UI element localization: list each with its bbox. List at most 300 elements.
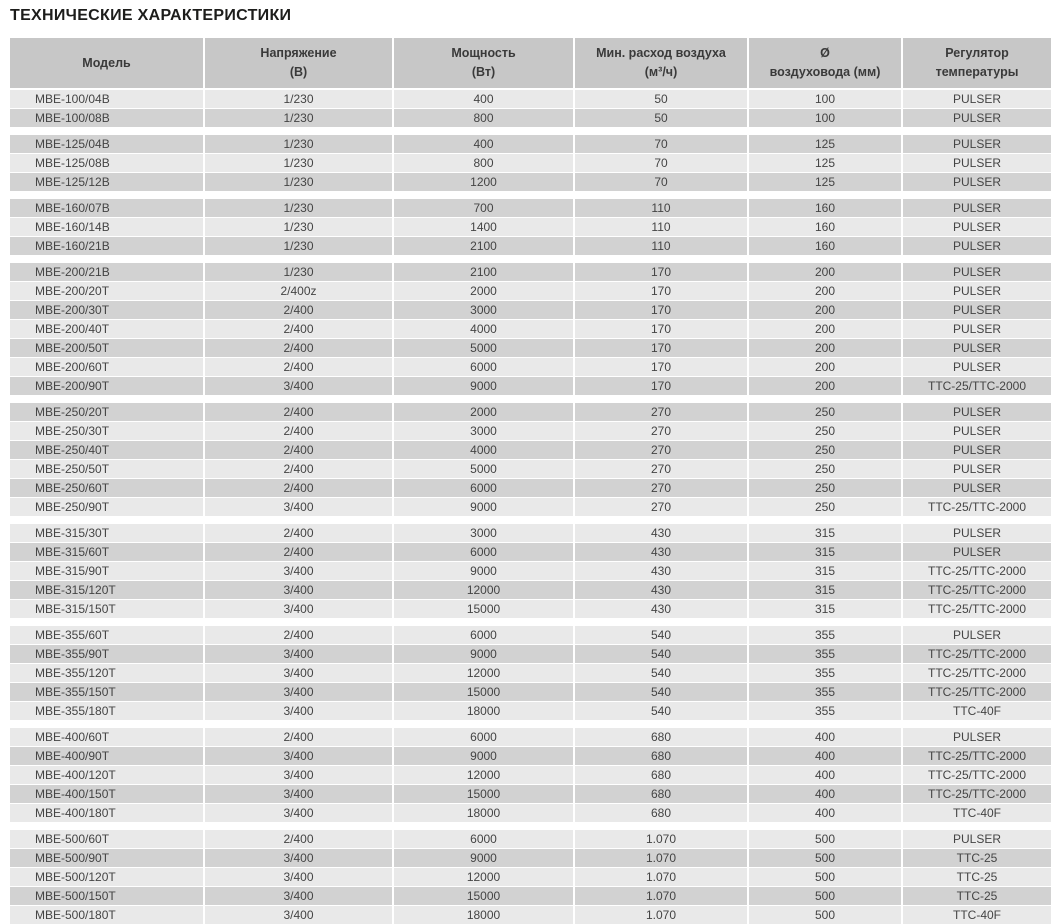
- table-row: [10, 358, 1051, 376]
- model-cell: MBE-200/30T: [10, 301, 203, 319]
- value-cell: 200: [749, 320, 901, 338]
- header-sublabel: воздуховода (мм): [769, 65, 881, 79]
- table-row: [10, 887, 1051, 905]
- header-cell-regulator: [903, 38, 1051, 88]
- value-cell: 400: [749, 747, 901, 765]
- value-cell: 125: [749, 154, 901, 172]
- row-group: [10, 626, 1051, 720]
- value-cell: 1/230: [205, 218, 392, 236]
- value-cell: 160: [749, 199, 901, 217]
- value-cell: TTC-25/TTC-2000: [903, 562, 1051, 580]
- value-cell: 12000: [394, 766, 573, 784]
- value-cell: 3/400: [205, 747, 392, 765]
- value-cell: 540: [575, 645, 747, 663]
- value-cell: 2000: [394, 403, 573, 421]
- value-cell: 800: [394, 154, 573, 172]
- table-row: [10, 600, 1051, 618]
- value-cell: TTC-25/TTC-2000: [903, 645, 1051, 663]
- header-label: Напряжение: [260, 46, 337, 61]
- value-cell: 3000: [394, 422, 573, 440]
- row-group: [10, 830, 1051, 924]
- value-cell: PULSER: [903, 173, 1051, 191]
- model-cell: MBE-200/50T: [10, 339, 203, 357]
- table-row: [10, 460, 1051, 478]
- value-cell: 2/400: [205, 441, 392, 459]
- value-cell: 125: [749, 173, 901, 191]
- value-cell: 3/400: [205, 906, 392, 924]
- value-cell: 680: [575, 766, 747, 784]
- value-cell: 12000: [394, 664, 573, 682]
- value-cell: 3000: [394, 301, 573, 319]
- row-group: [10, 199, 1051, 255]
- value-cell: 110: [575, 199, 747, 217]
- value-cell: 3/400: [205, 849, 392, 867]
- value-cell: 2100: [394, 263, 573, 281]
- value-cell: PULSER: [903, 135, 1051, 153]
- value-cell: 6000: [394, 358, 573, 376]
- value-cell: 500: [749, 830, 901, 848]
- value-cell: 400: [749, 804, 901, 822]
- value-cell: 9000: [394, 377, 573, 395]
- value-cell: PULSER: [903, 479, 1051, 497]
- model-cell: MBE-125/12B: [10, 173, 203, 191]
- header-cell-power: [394, 38, 573, 88]
- model-cell: MBE-200/60T: [10, 358, 203, 376]
- table-row: [10, 804, 1051, 822]
- value-cell: 315: [749, 600, 901, 618]
- model-cell: MBE-125/08B: [10, 154, 203, 172]
- model-cell: MBE-500/60T: [10, 830, 203, 848]
- value-cell: 2/400: [205, 320, 392, 338]
- value-cell: 355: [749, 683, 901, 701]
- value-cell: 270: [575, 498, 747, 516]
- value-cell: 1.070: [575, 906, 747, 924]
- value-cell: 1/230: [205, 263, 392, 281]
- value-cell: 18000: [394, 906, 573, 924]
- value-cell: TTC-25/TTC-2000: [903, 683, 1051, 701]
- table-row: [10, 562, 1051, 580]
- value-cell: 2/400: [205, 728, 392, 746]
- value-cell: 15000: [394, 887, 573, 905]
- value-cell: 2/400z: [205, 282, 392, 300]
- header-cell-model: [10, 38, 203, 88]
- value-cell: PULSER: [903, 199, 1051, 217]
- value-cell: 6000: [394, 479, 573, 497]
- value-cell: 18000: [394, 702, 573, 720]
- header-label: Модель: [82, 55, 131, 70]
- value-cell: PULSER: [903, 358, 1051, 376]
- header-label: Регулятор: [945, 46, 1009, 61]
- model-cell: MBE-315/60T: [10, 543, 203, 561]
- value-cell: 270: [575, 479, 747, 497]
- value-cell: 1.070: [575, 830, 747, 848]
- value-cell: PULSER: [903, 830, 1051, 848]
- value-cell: PULSER: [903, 301, 1051, 319]
- value-cell: PULSER: [903, 237, 1051, 255]
- value-cell: 15000: [394, 600, 573, 618]
- model-cell: MBE-355/120T: [10, 664, 203, 682]
- value-cell: 2/400: [205, 422, 392, 440]
- value-cell: 430: [575, 543, 747, 561]
- value-cell: PULSER: [903, 282, 1051, 300]
- table-row: [10, 785, 1051, 803]
- value-cell: 540: [575, 683, 747, 701]
- table-row: [10, 320, 1051, 338]
- value-cell: 1.070: [575, 887, 747, 905]
- value-cell: PULSER: [903, 626, 1051, 644]
- model-cell: MBE-400/90T: [10, 747, 203, 765]
- table-row: [10, 906, 1051, 924]
- table-row: [10, 109, 1051, 127]
- value-cell: 200: [749, 282, 901, 300]
- header-sublabel: (Вт): [471, 65, 496, 79]
- value-cell: 15000: [394, 785, 573, 803]
- value-cell: 3/400: [205, 702, 392, 720]
- value-cell: 2/400: [205, 358, 392, 376]
- value-cell: 6000: [394, 830, 573, 848]
- value-cell: 500: [749, 887, 901, 905]
- header-label: Ø: [820, 46, 830, 61]
- value-cell: 1/230: [205, 90, 392, 108]
- model-cell: MBE-250/60T: [10, 479, 203, 497]
- value-cell: 355: [749, 664, 901, 682]
- model-cell: MBE-200/90T: [10, 377, 203, 395]
- value-cell: 50: [575, 109, 747, 127]
- value-cell: PULSER: [903, 441, 1051, 459]
- model-cell: MBE-400/60T: [10, 728, 203, 746]
- value-cell: 430: [575, 562, 747, 580]
- table-row: [10, 90, 1051, 108]
- value-cell: 2/400: [205, 479, 392, 497]
- value-cell: 430: [575, 600, 747, 618]
- value-cell: 355: [749, 702, 901, 720]
- value-cell: 3/400: [205, 766, 392, 784]
- model-cell: MBE-100/08B: [10, 109, 203, 127]
- table-row: [10, 154, 1051, 172]
- header-label: Мин. расход воздуха: [596, 46, 726, 61]
- value-cell: 170: [575, 358, 747, 376]
- value-cell: 200: [749, 377, 901, 395]
- value-cell: PULSER: [903, 218, 1051, 236]
- value-cell: 110: [575, 237, 747, 255]
- value-cell: 2/400: [205, 543, 392, 561]
- value-cell: 700: [394, 199, 573, 217]
- value-cell: 200: [749, 358, 901, 376]
- value-cell: TTC-25/TTC-2000: [903, 581, 1051, 599]
- value-cell: PULSER: [903, 339, 1051, 357]
- model-cell: MBE-200/20T: [10, 282, 203, 300]
- row-group: [10, 90, 1051, 127]
- value-cell: 3/400: [205, 600, 392, 618]
- value-cell: PULSER: [903, 543, 1051, 561]
- value-cell: 2/400: [205, 301, 392, 319]
- value-cell: 1.070: [575, 849, 747, 867]
- value-cell: 430: [575, 524, 747, 542]
- table-row: [10, 377, 1051, 395]
- value-cell: 12000: [394, 868, 573, 886]
- model-cell: MBE-125/04B: [10, 135, 203, 153]
- value-cell: 680: [575, 728, 747, 746]
- value-cell: TTC-25/TTC-2000: [903, 766, 1051, 784]
- value-cell: PULSER: [903, 109, 1051, 127]
- value-cell: 170: [575, 377, 747, 395]
- value-cell: PULSER: [903, 154, 1051, 172]
- value-cell: 400: [394, 135, 573, 153]
- table-row: [10, 403, 1051, 421]
- value-cell: 3/400: [205, 562, 392, 580]
- model-cell: MBE-200/40T: [10, 320, 203, 338]
- value-cell: 1/230: [205, 199, 392, 217]
- value-cell: 315: [749, 524, 901, 542]
- value-cell: 70: [575, 154, 747, 172]
- header-sublabel: (м³/ч): [644, 65, 678, 79]
- model-cell: MBE-315/90T: [10, 562, 203, 580]
- value-cell: 1/230: [205, 154, 392, 172]
- header-sublabel: (В): [289, 65, 308, 79]
- model-cell: MBE-250/90T: [10, 498, 203, 516]
- spec-table: [10, 38, 1051, 924]
- row-group: [10, 135, 1051, 191]
- value-cell: PULSER: [903, 90, 1051, 108]
- table-row: [10, 626, 1051, 644]
- value-cell: 200: [749, 339, 901, 357]
- value-cell: 500: [749, 849, 901, 867]
- value-cell: TTC-25: [903, 887, 1051, 905]
- value-cell: 355: [749, 645, 901, 663]
- value-cell: 6000: [394, 728, 573, 746]
- table-row: [10, 543, 1051, 561]
- value-cell: 250: [749, 498, 901, 516]
- model-cell: MBE-500/180T: [10, 906, 203, 924]
- value-cell: 270: [575, 403, 747, 421]
- model-cell: MBE-250/50T: [10, 460, 203, 478]
- table-row: [10, 218, 1051, 236]
- table-row: [10, 282, 1051, 300]
- model-cell: MBE-160/07B: [10, 199, 203, 217]
- table-row: [10, 237, 1051, 255]
- value-cell: 200: [749, 301, 901, 319]
- value-cell: 250: [749, 441, 901, 459]
- value-cell: 200: [749, 263, 901, 281]
- table-row: [10, 830, 1051, 848]
- value-cell: 1/230: [205, 173, 392, 191]
- value-cell: TTC-25/TTC-2000: [903, 664, 1051, 682]
- table-row: [10, 301, 1051, 319]
- value-cell: TTC-25/TTC-2000: [903, 785, 1051, 803]
- value-cell: 3/400: [205, 785, 392, 803]
- value-cell: 170: [575, 320, 747, 338]
- value-cell: 9000: [394, 498, 573, 516]
- value-cell: 170: [575, 301, 747, 319]
- model-cell: MBE-160/14B: [10, 218, 203, 236]
- table-row: [10, 479, 1051, 497]
- value-cell: 6000: [394, 626, 573, 644]
- value-cell: 9000: [394, 562, 573, 580]
- model-cell: MBE-315/120T: [10, 581, 203, 599]
- table-row: [10, 263, 1051, 281]
- value-cell: 540: [575, 626, 747, 644]
- value-cell: 170: [575, 263, 747, 281]
- value-cell: 400: [749, 766, 901, 784]
- table-row: [10, 664, 1051, 682]
- value-cell: 125: [749, 135, 901, 153]
- value-cell: 15000: [394, 683, 573, 701]
- value-cell: 6000: [394, 543, 573, 561]
- value-cell: PULSER: [903, 728, 1051, 746]
- model-cell: MBE-250/30T: [10, 422, 203, 440]
- value-cell: 250: [749, 422, 901, 440]
- value-cell: TTC-25/TTC-2000: [903, 747, 1051, 765]
- value-cell: PULSER: [903, 524, 1051, 542]
- value-cell: 400: [749, 728, 901, 746]
- value-cell: TTC-25/TTC-2000: [903, 498, 1051, 516]
- value-cell: 5000: [394, 339, 573, 357]
- model-cell: MBE-250/20T: [10, 403, 203, 421]
- value-cell: 2/400: [205, 403, 392, 421]
- model-cell: MBE-355/60T: [10, 626, 203, 644]
- table-row: [10, 199, 1051, 217]
- value-cell: 800: [394, 109, 573, 127]
- model-cell: MBE-500/120T: [10, 868, 203, 886]
- value-cell: 1.070: [575, 868, 747, 886]
- header-cell-airflow: [575, 38, 747, 88]
- header-sublabel: температуры: [935, 65, 1019, 79]
- value-cell: 9000: [394, 645, 573, 663]
- model-cell: MBE-160/21B: [10, 237, 203, 255]
- value-cell: TTC-25: [903, 849, 1051, 867]
- value-cell: TTC-40F: [903, 906, 1051, 924]
- model-cell: MBE-100/04B: [10, 90, 203, 108]
- value-cell: 70: [575, 135, 747, 153]
- value-cell: 5000: [394, 460, 573, 478]
- table-row: [10, 868, 1051, 886]
- table-row: [10, 422, 1051, 440]
- value-cell: PULSER: [903, 320, 1051, 338]
- value-cell: PULSER: [903, 403, 1051, 421]
- table-row: [10, 441, 1051, 459]
- value-cell: 1/230: [205, 135, 392, 153]
- page-title: ТЕХНИЧЕСКИЕ ХАРАКТЕРИСТИКИ: [10, 7, 292, 24]
- value-cell: 3/400: [205, 887, 392, 905]
- header-cell-voltage: [205, 38, 392, 88]
- table-row: [10, 581, 1051, 599]
- table-row: [10, 747, 1051, 765]
- value-cell: TTC-25: [903, 868, 1051, 886]
- model-cell: MBE-250/40T: [10, 441, 203, 459]
- value-cell: 160: [749, 237, 901, 255]
- value-cell: 2/400: [205, 460, 392, 478]
- value-cell: 270: [575, 422, 747, 440]
- value-cell: 315: [749, 562, 901, 580]
- model-cell: MBE-355/90T: [10, 645, 203, 663]
- value-cell: 9000: [394, 849, 573, 867]
- model-cell: MBE-315/150T: [10, 600, 203, 618]
- model-cell: MBE-355/150T: [10, 683, 203, 701]
- value-cell: PULSER: [903, 460, 1051, 478]
- table-header: [10, 38, 1051, 88]
- table-row: [10, 173, 1051, 191]
- value-cell: 100: [749, 109, 901, 127]
- value-cell: 315: [749, 581, 901, 599]
- value-cell: 3/400: [205, 498, 392, 516]
- value-cell: 250: [749, 460, 901, 478]
- value-cell: 680: [575, 804, 747, 822]
- model-cell: MBE-355/180T: [10, 702, 203, 720]
- value-cell: TTC-25/TTC-2000: [903, 377, 1051, 395]
- value-cell: 1200: [394, 173, 573, 191]
- value-cell: 3/400: [205, 804, 392, 822]
- value-cell: 315: [749, 543, 901, 561]
- model-cell: MBE-400/150T: [10, 785, 203, 803]
- value-cell: 170: [575, 282, 747, 300]
- value-cell: TTC-25/TTC-2000: [903, 600, 1051, 618]
- model-cell: MBE-400/180T: [10, 804, 203, 822]
- model-cell: MBE-315/30T: [10, 524, 203, 542]
- table-row: [10, 702, 1051, 720]
- header-label: Мощность: [451, 46, 516, 61]
- value-cell: 1/230: [205, 237, 392, 255]
- value-cell: 270: [575, 441, 747, 459]
- value-cell: 355: [749, 626, 901, 644]
- value-cell: 1400: [394, 218, 573, 236]
- model-cell: MBE-500/90T: [10, 849, 203, 867]
- value-cell: 2/400: [205, 524, 392, 542]
- value-cell: 9000: [394, 747, 573, 765]
- value-cell: 430: [575, 581, 747, 599]
- value-cell: 3000: [394, 524, 573, 542]
- value-cell: 4000: [394, 441, 573, 459]
- value-cell: 1/230: [205, 109, 392, 127]
- value-cell: 680: [575, 785, 747, 803]
- value-cell: 2/400: [205, 339, 392, 357]
- value-cell: 3/400: [205, 868, 392, 886]
- table-row: [10, 524, 1051, 542]
- table-row: [10, 645, 1051, 663]
- row-group: [10, 524, 1051, 618]
- value-cell: 70: [575, 173, 747, 191]
- value-cell: 4000: [394, 320, 573, 338]
- table-body: [10, 90, 1051, 924]
- row-group: [10, 728, 1051, 822]
- value-cell: 2000: [394, 282, 573, 300]
- model-cell: MBE-200/21B: [10, 263, 203, 281]
- value-cell: 250: [749, 479, 901, 497]
- value-cell: 110: [575, 218, 747, 236]
- value-cell: PULSER: [903, 263, 1051, 281]
- row-group: [10, 403, 1051, 516]
- value-cell: 400: [394, 90, 573, 108]
- value-cell: 500: [749, 906, 901, 924]
- value-cell: 3/400: [205, 683, 392, 701]
- value-cell: 2/400: [205, 830, 392, 848]
- model-cell: MBE-500/150T: [10, 887, 203, 905]
- value-cell: 3/400: [205, 581, 392, 599]
- table-row: [10, 849, 1051, 867]
- table-row: [10, 728, 1051, 746]
- value-cell: 400: [749, 785, 901, 803]
- table-row: [10, 135, 1051, 153]
- value-cell: 160: [749, 218, 901, 236]
- table-row: [10, 498, 1051, 516]
- value-cell: 540: [575, 664, 747, 682]
- value-cell: 100: [749, 90, 901, 108]
- value-cell: 3/400: [205, 645, 392, 663]
- value-cell: 3/400: [205, 664, 392, 682]
- table-row: [10, 339, 1051, 357]
- value-cell: PULSER: [903, 422, 1051, 440]
- value-cell: 540: [575, 702, 747, 720]
- value-cell: TTC-40F: [903, 804, 1051, 822]
